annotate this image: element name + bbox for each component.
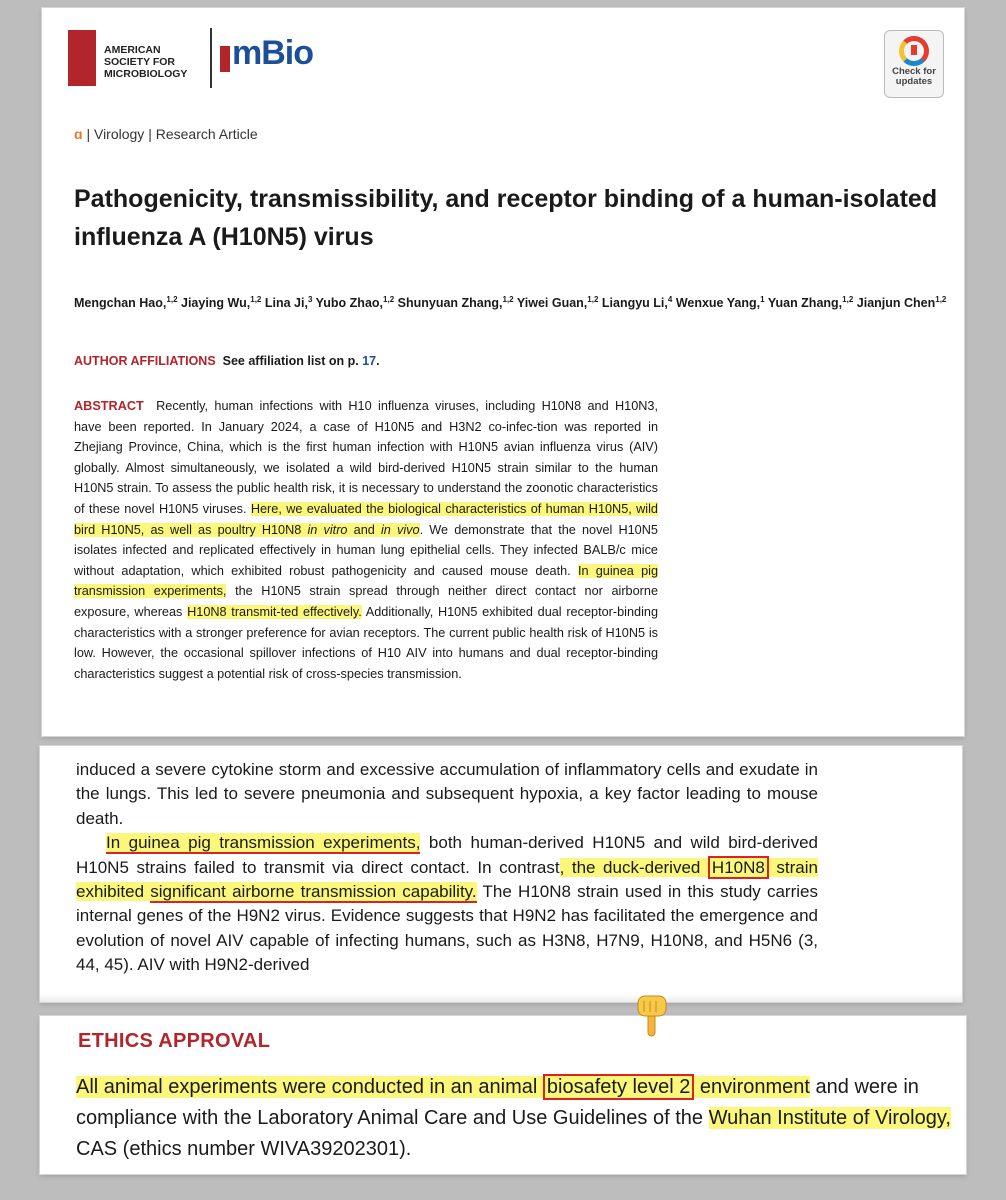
- discussion-excerpt-panel: [40, 746, 962, 1002]
- highlight: In guinea pig transmission experiments,: [106, 833, 421, 853]
- author[interactable]: Shunyuan Zhang,$^{1,2}$: [397, 295, 514, 311]
- author-list: [74, 290, 960, 313]
- author[interactable]: Yubo Zhao,$^{1,2}$: [315, 295, 395, 311]
- highlight: H10N8 transmit-ted effectively.: [187, 604, 362, 619]
- author[interactable]: Lina Ji,$^3$: [264, 295, 313, 311]
- category-label[interactable]: Virology: [93, 126, 145, 142]
- pointing-hand-icon: [632, 992, 672, 1042]
- society-name: AMERICAN SOCIETY FOR MICROBIOLOGY: [104, 44, 188, 80]
- check-updates-label: Check for updates: [892, 66, 936, 87]
- affiliations-label: AUTHOR AFFILIATIONS: [74, 354, 216, 368]
- ethics-text: All animal experiments were conducted in an animal biosafety level 2 environment and were in compliance with the Laboratory Animal Care and Use Guidelines of the Wuhan Institute of Virology, CAS (ethics number WIVA39202301).: [76, 1076, 951, 1160]
- check-for-updates-badge[interactable]: [884, 30, 944, 98]
- open-access-icon: ɑ: [74, 126, 83, 142]
- ethics-title: ETHICS APPROVAL: [78, 1030, 271, 1052]
- mbio-mark-icon: [220, 46, 230, 72]
- article-category: ɑ | Virology | Research Article: [74, 126, 258, 142]
- abstract: ABSTRACT Recently, human infections with H10 influenza viruses, including H10N8 and H10N3, have been reported. In January 2024, a case of H10N5 and H3N2 co-infec-tion was reported in Zhejiang Province, China, which is the first human infection with H10N5 avian influenza virus (AIV) globally. Almost simultaneously, we isolated a wild bird-derived H10N5 strain similar to the human H10N5 strain. To assess the public health risk, it is necessary to understand the zoonotic characteristics of these novel H10N5 viruses. Here, we evaluated the biological characteristics of human H10N5, wild bird H10N5, as well as poultry H10N8 in vitro and in vivo. We demonstrate that the novel H10N5 isolates infected and replicated effectively in human lung epithelial cells. They infected BALB/c mice without adaptation, which exhibited robust pathogenicity and caused mouse death. In guinea pig transmission experiments, the H10N5 strain spread through neither direct contact nor airborne exposure, whereas H10N8 transmit-ted effectively. Additionally, H10N5 exhibited dual receptor-binding characteristics with a stronger preference for avian receptors. The current public health risk of H10N5 is low. However, the occasional spillover infections of H10 AIV into humans and dual receptor-binding characteristics suggest a potential risk of cross-species transmission.: [74, 399, 659, 681]
- affiliations-text: See affiliation list on p.: [222, 354, 359, 368]
- author[interactable]: Wenxue Yang,$^1$: [675, 295, 765, 311]
- author[interactable]: Jianjun Chen$^{1,2}$: [856, 295, 947, 311]
- article-title: Pathogenicity, transmissibility, and receptor binding of a human-isolated influenza A (H10N5) virus: [74, 185, 938, 251]
- highlight: Wuhan Institute of Virology,: [708, 1107, 951, 1129]
- affiliations-page-link[interactable]: 17: [362, 354, 377, 368]
- journal-logo[interactable]: mBio: [232, 34, 313, 72]
- article-front-panel: [42, 8, 964, 736]
- author[interactable]: Yiwei Guan,$^{1,2}$: [516, 295, 599, 311]
- highlight: environment: [699, 1076, 810, 1098]
- check-updates-icon: [899, 36, 929, 66]
- highlight: All animal experiments were conducted in an animal: [76, 1076, 538, 1098]
- highlight: In guinea pig transmission experiments,: [74, 563, 658, 599]
- author[interactable]: Yuan Zhang,$^{1,2}$: [767, 295, 854, 311]
- boxed-text: H10N8: [708, 856, 769, 879]
- crop-edge: [40, 994, 962, 1002]
- discussion-excerpt: induced a severe cytokine storm and excessive accumulation of inflammatory cells and exudate in the lungs. This led to severe pneumonia and subsequent hypoxia, a key factor leading to mouse death. In guinea pig transmission experiments, both human-derived H10N5 and wild bird-derived H10N5 strains failed to transmit via direct contact. In contrast, the duck-derived H10N8 strain exhibited significant airborne transmission capability. The H10N8 strain used in this study carries internal genes of the H9N2 virus. Evidence suggests that H9N2 has facilitated the emergence and evolution of novel AIV capable of infecting humans, such as H3N8, H7N9, H10N8, and H5N6 (3, 44, 45). AIV with H9N2-derived: [76, 760, 818, 975]
- asm-logo-icon: [68, 30, 96, 86]
- author[interactable]: Liangyu Li,$^4$: [601, 295, 673, 311]
- author[interactable]: Mengchan Hao,$^{1,2}$: [74, 295, 178, 311]
- author-affiliations: AUTHOR AFFILIATIONS See affiliation list on p. 17.: [74, 354, 380, 368]
- ethics-approval-panel: [40, 1016, 966, 1174]
- logo-divider: [210, 28, 212, 88]
- boxed-text: biosafety level 2: [543, 1074, 694, 1100]
- highlight: Here, we evaluated the biological characteristics of human H10N5, wild bird H10N5, as well as poultry H10N8 in vitro and in vivo: [74, 501, 658, 537]
- article-type: Research Article: [155, 126, 258, 142]
- author[interactable]: Jiaying Wu,$^{1,2}$: [181, 295, 262, 311]
- highlight: , the duck-derived H10N8 strain exhibited significant airborne transmission capability.: [76, 857, 818, 902]
- abstract-label: ABSTRACT: [74, 399, 144, 413]
